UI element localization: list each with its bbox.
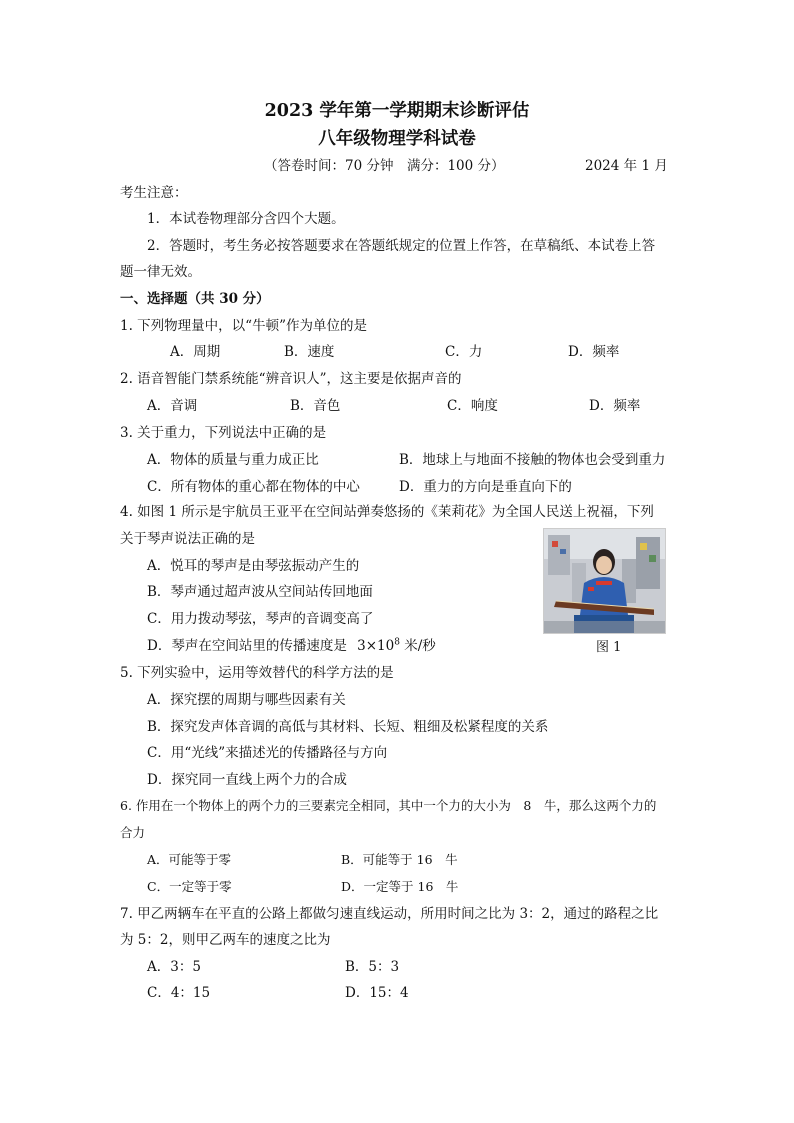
q4-option-a: A．悦耳的琴声是由琴弦振动产生的 xyxy=(147,558,360,574)
q5-stem: 5. 下列实验中，运用等效替代的科学方法的是 xyxy=(120,665,394,681)
q4-option-c: C．用力拨动琴弦，琴声的音调变高了 xyxy=(147,611,374,627)
q4-option-d-prefix: D．琴声在空间站里的传播速度是 xyxy=(147,638,347,654)
q1-option-d: D．频率 xyxy=(568,344,620,360)
q3-option-b: B．地球上与地面不接触的物体也会受到重力 xyxy=(399,452,666,468)
notice-item-1: 1．本试卷物理部分含四个大题。 xyxy=(147,211,345,227)
q2-option-a: A．音调 xyxy=(147,398,198,414)
exam-subtitle: 八年级物理学科试卷 xyxy=(318,129,476,149)
q7-option-a: A．3：5 xyxy=(147,959,201,975)
notice-heading: 考生注意： xyxy=(120,185,188,201)
q6-stem: 6. 作用在一个物体上的两个力的三要素完全相同，其中一个力的大小为 8 牛，那么这两个力的 xyxy=(120,798,657,813)
q2-stem: 2. 语音智能门禁系统能“辨音识人”，这主要是依据声音的 xyxy=(120,371,462,387)
q7-stem-cont: 为 5：2，则甲乙两车的速度之比为 xyxy=(120,932,331,948)
exam-date: 2024 年 1 月 xyxy=(585,158,668,174)
q1-stem: 1. 下列物理量中，以“牛顿”作为单位的是 xyxy=(120,318,367,334)
q2-option-c: C．响度 xyxy=(447,398,498,414)
q5-option-b: B．探究发声体音调的高低与其材料、长短、粗细及松紧程度的关系 xyxy=(147,719,549,735)
q7-option-b: B．5：3 xyxy=(345,959,400,975)
q7-option-d: D．15：4 xyxy=(345,985,409,1001)
q4-option-d xyxy=(147,637,436,655)
q6-stem-cont: 合力 xyxy=(120,825,146,840)
q4-stem-cont: 关于琴声说法正确的是 xyxy=(120,531,255,547)
q4-stem: 4. 如图 1 所示是宇航员王亚平在空间站弹奏悠扬的《茉莉花》为全国人民送上祝福，下列 xyxy=(120,504,654,520)
q6-option-d: D．一定等于 16 牛 xyxy=(341,879,459,894)
q5-option-c: C．用“光线”来描述光的传播路径与方向 xyxy=(147,745,388,761)
q3-option-a: A．物体的质量与重力成正比 xyxy=(147,452,319,468)
exam-info: （答卷时间：70 分钟 满分：100 分） xyxy=(264,158,505,174)
q7-option-c: C．4：15 xyxy=(147,985,211,1001)
q6-option-b: B．可能等于 16 牛 xyxy=(341,852,458,867)
section-1-heading: 一、选择题（共 30 分） xyxy=(120,291,270,307)
q3-option-c: C．所有物体的重心都在物体的中心 xyxy=(147,479,360,495)
exam-title: 2023 学年第一学期期末诊断评估 xyxy=(264,101,530,121)
q5-option-a: A．探究摆的周期与哪些因素有关 xyxy=(147,692,346,708)
q1-option-b: B．速度 xyxy=(284,344,335,360)
q5-option-d: D．探究同一直线上两个力的合成 xyxy=(147,772,347,788)
q3-stem: 3. 关于重力，下列说法中正确的是 xyxy=(120,425,327,441)
q7-stem: 7. 甲乙两辆车在平直的公路上都做匀速直线运动，所用时间之比为 3：2，通过的路程之比 xyxy=(120,906,659,922)
figure-1-photo xyxy=(543,528,666,634)
figure-1-caption: 图 1 xyxy=(596,640,622,655)
q6-option-a: A．可能等于零 xyxy=(147,852,232,867)
astronaut-guzheng-image xyxy=(544,529,665,633)
q1-option-a: A．周期 xyxy=(170,344,221,360)
notice-item-2: 2．答题时，考生务必按答题要求在答题纸规定的位置上作答，在草稿纸、本试卷上答 xyxy=(147,238,656,254)
q4-option-d-unit: 米/秒 xyxy=(404,638,436,654)
q4-option-b: B．琴声通过超声波从空间站传回地面 xyxy=(147,584,373,600)
notice-item-2-cont: 题一律无效。 xyxy=(120,264,201,280)
q3-option-d: D．重力的方向是垂直向下的 xyxy=(399,479,572,495)
q1-option-c: C．力 xyxy=(445,344,483,360)
q2-option-b: B．音色 xyxy=(290,398,341,414)
q6-option-c: C．一定等于零 xyxy=(147,879,232,894)
q4-option-d-exponent: 8 xyxy=(394,637,400,648)
q4-option-d-value: 3×10 xyxy=(357,638,395,654)
q2-option-d: D．频率 xyxy=(589,398,641,414)
